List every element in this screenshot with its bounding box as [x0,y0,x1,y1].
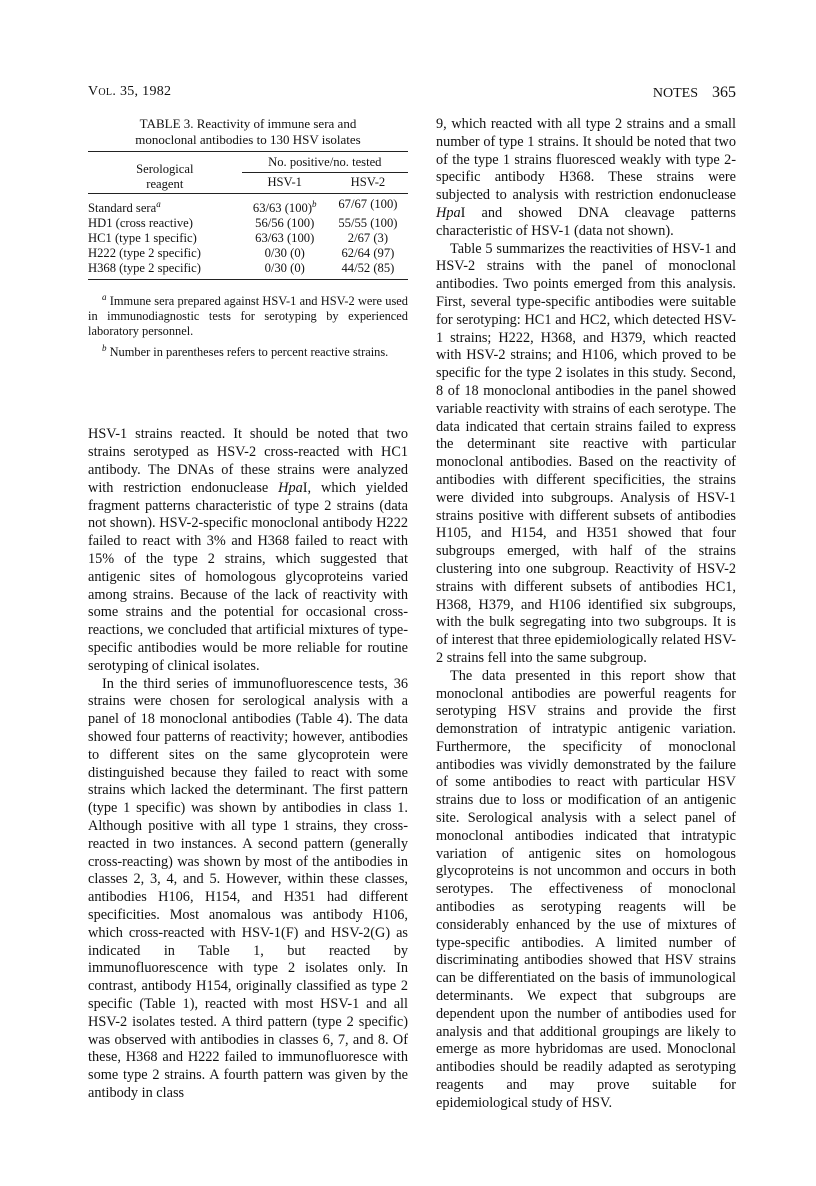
col-header-hsv2: HSV-2 [350,175,386,189]
cell-reagent [88,246,242,261]
table-body [88,197,408,276]
cell-hsv2: 55/55 (100) [338,216,398,231]
cell-hsv1 [242,216,328,231]
cell-reagent [88,197,242,216]
cell-hsv1 [242,231,328,246]
footnote-b: $^b$ Number in parentheses refers to percent reactive strains. [102,343,389,360]
hsv1-value: 56/56 (100) [255,216,315,231]
paragraph-text: Table 5 summarizes the reactivities of HSV-1 and HSV-2 strains with the panel of monoclonal antibodies. Two points emerged from this analysis. First, several type-specific antibodies were suitable for serotyping: HC1 and HC2, which detected HSV-1 strains; H222, H368, and H379, which reacted with HSV-2 strains; and H106, which proved to be specific for the type 2 isolates in this study. Second, 8 of 18 monoclonal antibodies in the panel showed variable reactivity with strains of each serotype. The data indicated that certain strains failed to express the determinant site reactive with particular monoclonal antibodies. Based on the reactivity of antibodies with different specificities, the strains were divided into subgroups. Analysis of HSV-1 strains positive with different subsets of antibodies H105, and H154, and H351 showed that four subgroups emerged, with half of the strains clustering into one subgroup. Reactivity of HSV-2 strains with different subsets of antibodies HC1, H368, H379, and H106 identified six subgroups, with the bulk segregating into two subgroups. It is of interest that three epidemiologically related HSV-2 strains fell into the same subgroup. [436,240,736,666]
cell-hsv2: 62/64 (97) [341,246,395,261]
paragraph [88,426,408,675]
paragraph [436,116,736,241]
paragraph-text: 9, which reacted with all type 2 strains and a small number of type 1 strains. It should be noted that two of the type 1 strains fluoresced weakly with type 2-specific antibody H368. These strains were subjected to analysis with restriction endonuclease [436,116,736,204]
row-header: Serological reagent [136,161,194,191]
cell-hsv2: 44/52 (85) [341,261,395,276]
hsv1-value: 63/63 (100) [255,231,315,246]
paragraph-text: I and showed DNA cleavage patterns characteristic of HSV-1 (data not shown). [436,204,736,239]
reagent-name: H222 (type 2 specific) [88,246,201,261]
italic-enzyme: Hpa [278,479,303,496]
right-column [436,116,736,1113]
cell-hsv2: 2/67 (3) [347,231,389,246]
cell-hsv2: 67/67 (100) [338,197,398,211]
paragraph-text: I, which yielded fragment patterns characteristic of type 2 strains (data not shown). HSV-2-specific monoclonal antibody H222 failed to react with 3% and H368 failed to react with 15% of the type 2 strains, which suggested that antigenic sites of homologous glycoproteins varied among strains. Because of the lack of reactivity with some strains and the potential for occasional cross-reactions, we concluded that artificial mixtures of type-specific antibodies would be more reliable for routine serotyping of clinical isolates. [88,479,409,674]
paragraph [436,668,736,1113]
section-title: NOTES [652,86,698,101]
paragraph [436,241,736,668]
reagent-name: H368 (type 2 specific) [88,261,201,276]
reagent-name: Standard sera [88,201,157,216]
italic-enzyme: Hpa [436,204,461,221]
table-3 [88,116,408,360]
cell-reagent [88,261,242,276]
hsv1-value: 0/30 (0) [264,261,305,276]
right-body-text [436,116,736,1113]
running-header [88,84,736,108]
paragraph-text: HSV-1 strains reacted. It should be noted that two strains serotyped as HSV-2 cross-reacted with HC1 antibody. The DNAs of these strains were analyzed with restriction endonuclease [88,426,408,496]
table-caption: TABLE 3. Reactivity of immune sera and monoclonal antibodies to 130 HSV isolates [135,116,361,147]
footnote-mark: a [156,199,161,209]
page-number: 365 [712,84,736,101]
hsv1-value: 63/63 (100) [252,201,313,216]
table-row [88,261,408,276]
table-3-grid [88,152,408,280]
table-row [88,246,408,261]
reagent-name: HD1 (cross reactive) [88,216,193,231]
paragraph-text: The data presented in this report show that monoclonal antibodies are powerful reagents for serotyping HSV strains and provide the first demonstration of intratypic antigenic variation. Furthermore, the specificity of monoclonal antibodies was vividly demonstrated by the failure of some antibodies to react with particular HSV strains due to loss or modification of an antigenic site. Serological analysis with a select panel of monoclonal antibodies indicated that intratypic variation of antigenic sites on homologous glycoproteins is not uncommon and occurs in both serotypes. The effectiveness of monoclonal antibodies as serotyping reagents will be considerably enhanced by the use of mixtures of type-specific antibodies. A limited number of discriminating antibodies showed that HSV strains can be differentiated on the basis of immunological determinants. We expect that subgroups are dependent upon the number of antibodies used for analysis and that additional groupings are likely to emerge as more hybridomas are used. Monoclonal antibodies should be readily adapted as serotyping reagents and may prove suitable for epidemiological study of HSV. [436,667,736,1111]
left-body-text [88,426,408,1102]
paragraph [88,676,408,1103]
table-row [88,231,408,246]
left-column [88,116,408,1103]
journal-volume: Vol. 35, 1982 [88,84,172,99]
hsv1-value: 0/30 (0) [264,246,305,261]
cell-hsv1 [242,261,328,276]
paragraph-text: In the third series of immunofluorescence tests, 36 strains were chosen for serological analysis with a panel of 18 monoclonal antibodies (Table 4). The data showed four patterns of reactivity; however, antibodies to different sites on the same glycoprotein were distinguished because they failed to react with some strains which lacked the determinant. The first pattern (type 1 specific) was shown by antibodies in class 1. Although positive with all type 1 strains, they cross-reacted in two instances. A second pattern (generally cross-reacting) was shown by most of the antibodies in classes 2, 3, 4, and 5. However, within these classes, antibodies H106, H154, and H351 had different specificities. Most anomalous was antibody H106, which cross-reacted with HSV-1(F) and HSV-2(G) as indicated in Table 1, but reacted by immunofluorescence with type 2 isolates only. In contrast, antibody H154, originally classified as type 2 specific (Table 1), reacted with most HSV-1 and all HSV-2 isolates tested. A third pattern (type 2 specific) was observed with antibodies in classes 6, 7, and 8. Of these, H368 and H222 failed to immunofluoresce with some type 2 strains. A fourth pattern was given by the antibody in class [88,675,408,1101]
section-and-page [653,84,736,102]
cell-hsv1 [242,197,328,216]
table-row [88,197,408,216]
cell-reagent [88,231,242,246]
table-footnotes [88,290,408,360]
cell-reagent [88,216,242,231]
cell-hsv1 [242,246,328,261]
footnote-mark: b [312,199,317,209]
col-header-hsv1: HSV-1 [267,175,302,189]
reagent-name: HC1 (type 1 specific) [88,231,197,246]
column-group-header: No. positive/no. tested [242,152,408,175]
table-row [88,216,408,231]
footnote-a: $^a$ Immune sera prepared against HSV-1 and HSV-2 were used in immunodiagnostic tests for serotyping by experienced laboratory personnel. [88,292,408,339]
